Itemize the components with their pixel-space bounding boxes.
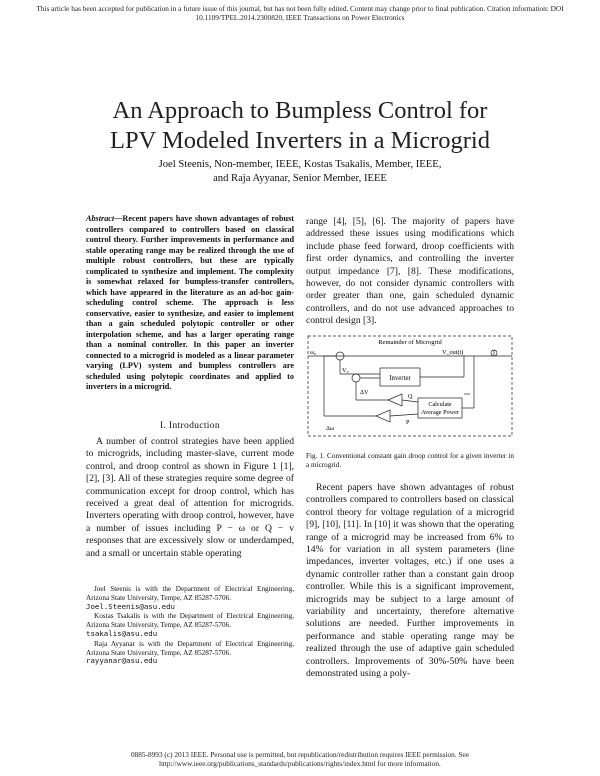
journal-header (10, 4, 590, 22)
abstract-text: Recent papers have shown advantages of robust controllers compared to controllers based on classical control theory. Further improvements in performance and stable operating range may be realized through the use of multiple robust controllers, but these are typically complicated to synthesize and implement. The complexity is somewhat relaxed for bumpless-transfer controllers, which have appeared in the literature as an ad-hoc gain-scheduling control scheme. The approach is less conservative, easier to synthesize, and easier to implement than a gain scheduled polytopic controller or other interpolation scheme, and has a larger operating range than a nominal controller. In this paper an inverter connected to a microgrid is modeled as a linear parameter varying (LPV) system and bumpless controllers are scheduled using polytopic coordinates and applied to inverters in a microgrid. (86, 214, 294, 391)
droop-control-block-diagram (304, 334, 516, 442)
footnote-tsakalis: Kostas Tsakalis is with the Department of Electrical Engineering, Arizona State University, Tempe, AZ 85287-5706. tsakalis@asu.edu (86, 612, 294, 638)
gain-p (376, 410, 390, 422)
intro-paragraph: A number of control strategies have been applied to microgrids, including master-slave, current mode control, and droop control as shown in Figure 1 [1], [2], [3]. All of these strategies require some degree of communication except for droop control, which has received a great deal of attention for microgrids. Inverters operating with droop control, however, have a number of issues including P − ω or Q − v responses that are excessively slow or underdamped, and a small or uncertain stable operating (86, 436, 294, 559)
label-inverter: Inverter (389, 375, 411, 382)
authors-line-2: and Raja Ayyanar, Senior Member, IEEE (213, 173, 387, 184)
label-calc-2: Average Power (421, 409, 459, 416)
label-p: P (406, 419, 410, 426)
right-paragraph-2: Recent papers have shown advantages of robust controllers compared to controllers based on classical control theory for voltage regulation of a microgrid [9], [10], [11]. In [10] it was shown that the operating range of a microgrid may be increased from 6% to 14% for variation in all system parameters (line impedances, inverter voltages, etc.) if one uses a dynamic controller rather than a constant gain droop controller. While this is a significant improvement, microgrids may be subject to a large amount of variability and uncertainty, therefore alternative solutions are needed. Further improvements in performance and stable operating range may be realized through the use of adaptive gain scheduled controllers. Improvements of 30%-50% have been demonstrated using a poly- (306, 482, 514, 680)
authors-line-1: Joel Steenis, Non-member, IEEE, Kostas Tsakalis, Member, IEEE, (158, 159, 442, 170)
email-steenis[interactable]: Joel.Steenis@asu.edu (86, 601, 175, 611)
copyright-footer (10, 750, 590, 768)
label-remainder: Remainder of Microgrid (378, 339, 442, 346)
footnote-steenis: Joel Steenis is with the Department of Electrical Engineering, Arizona State University, Tempe, AZ 85287-5706. Joel.Steenis@asu.edu (86, 585, 294, 611)
label-calc-1: Calculate (428, 401, 452, 408)
right-paragraph-1: range [4], [5], [6]. The majority of papers have addressed these issues using modifications which include phase feed forward, droop coefficients with first order dynamics, and controlling the inverter output impedance [7], [8]. These modifications, however, do not consider dynamic controllers with order greater than one, gain scheduled dynamic controllers, and do not use advanced approaches to control design [3]. (306, 216, 514, 327)
label-delta-omega: Δω (326, 425, 335, 432)
label-delta-v: ΔV (360, 389, 369, 396)
abstract-label: Abstract— (86, 214, 123, 223)
label-omega: ω₀ (310, 349, 317, 356)
footnotes (86, 585, 294, 667)
section-heading: I. Introduction (160, 420, 220, 431)
header-line-2: 10.1109/TPEL.2014.2300820, IEEE Transactions on Power Electronics (195, 13, 405, 22)
email-tsakalis[interactable]: tsakalis@asu.edu (86, 628, 158, 638)
gain-q (388, 394, 402, 406)
label-vout: V_out(t) (442, 349, 464, 356)
title-line-1: An Approach to Bumpless Control for (112, 97, 488, 124)
sum-junction-v (352, 374, 360, 382)
footer-line-1: 0885-8993 (c) 2013 IEEE. Personal use is permitted, but republication/redistribution requires IEEE permission. See (130, 750, 469, 759)
label-q: Q (408, 393, 413, 400)
title-line-2: LPV Modeled Inverters in a Microgrid (110, 127, 490, 154)
figure-1-diagram (304, 334, 516, 442)
label-v0: V₀ (342, 367, 349, 374)
email-ayyanar[interactable]: rayyanar@asu.edu (86, 656, 158, 666)
header-line-1: This article has been accepted for publication in a future issue of this journal, but has not been fully edited. Content may change prior to final publication. Citation information: DOI (36, 4, 564, 13)
author-list (60, 158, 540, 186)
paper-title (20, 96, 580, 156)
figure-caption: Fig. 1. Conventional constant gain droop control for a given inverter in a microgrid. (306, 452, 514, 469)
abstract (86, 214, 294, 393)
footer-line-2[interactable]: http://www.ieee.org/publications_standards/publications/rights/index.html for more information. (159, 759, 441, 768)
footnote-ayyanar: Raja Ayyanar is with the Department of Electrical Engineering, Arizona State University, Tempe, AZ 85287-5706. rayyanar@asu.edu (86, 639, 294, 666)
